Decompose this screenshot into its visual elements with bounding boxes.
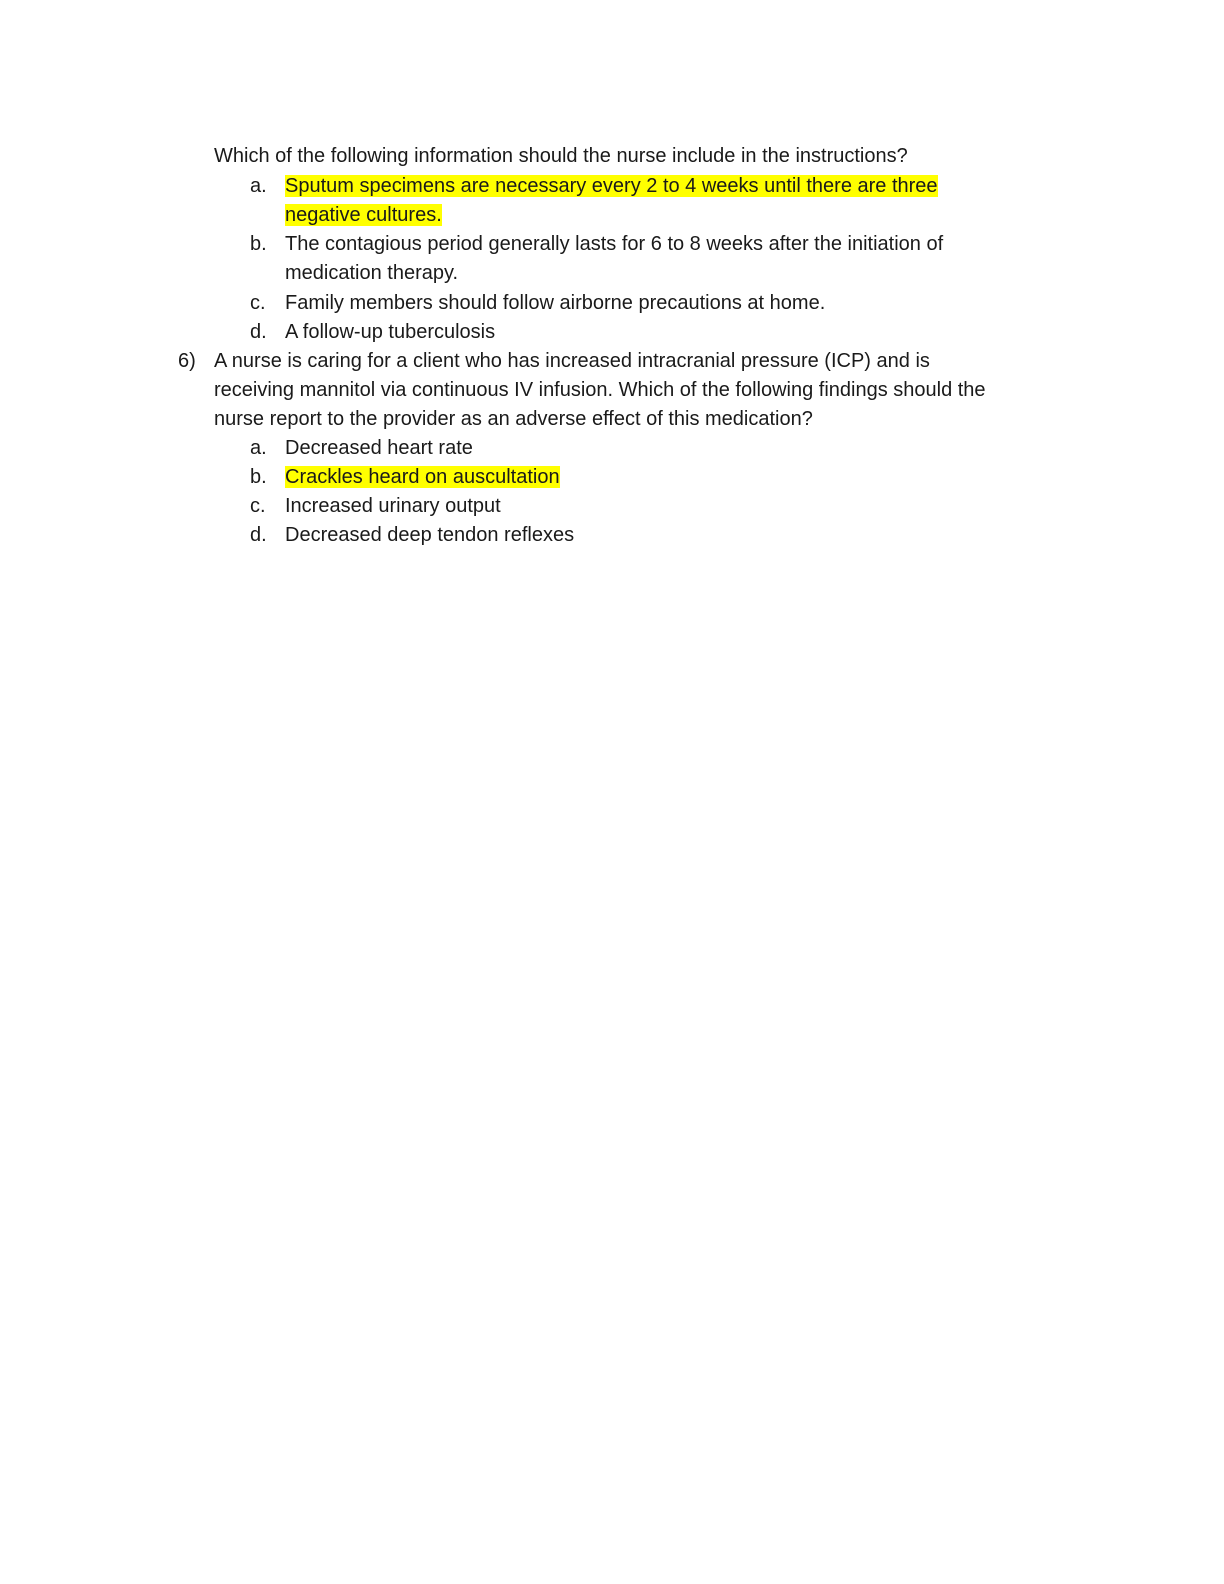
q5-option-b-line2: medication therapy. — [285, 262, 459, 284]
q5-option-d-text: A follow-up tuberculosis — [285, 321, 496, 343]
q6-number: 6) — [178, 350, 196, 372]
q5-option-c-letter: c. — [250, 292, 266, 314]
q6-stem-line2: receiving mannitol via continuous IV infusion. Which of the following findings should the — [214, 379, 986, 401]
q5-option-b-letter: b. — [250, 233, 267, 255]
answer-highlight: Sputum specimens are necessary every 2 to 4 weeks until there are three — [285, 175, 938, 197]
q6-option-a-text: Decreased heart rate — [285, 437, 473, 459]
q5-option-b-line1: The contagious period generally lasts for 6 to 8 weeks after the initiation of — [285, 233, 944, 255]
q5-option-a-line2 — [285, 201, 442, 230]
q6-option-d-text: Decreased deep tendon reflexes — [285, 524, 575, 546]
q6-stem-line1: A nurse is caring for a client who has increased intracranial pressure (ICP) and is — [214, 350, 930, 372]
answer-highlight: Crackles heard on auscultation — [285, 466, 560, 488]
q6-option-b-letter: b. — [250, 466, 267, 488]
q6-option-d-letter: d. — [250, 524, 267, 546]
q6-option-a-letter: a. — [250, 437, 267, 459]
q5-option-a-line1 — [285, 172, 938, 201]
q6-option-c-text: Increased urinary output — [285, 495, 501, 517]
q5-option-d-letter: d. — [250, 321, 267, 343]
q5-option-a-letter: a. — [250, 175, 267, 197]
q5-option-c-text: Family members should follow airborne precautions at home. — [285, 292, 826, 314]
q6-stem-line3: nurse report to the provider as an adverse effect of this medication? — [214, 408, 813, 430]
q6-option-c-letter: c. — [250, 495, 266, 517]
answer-highlight: negative cultures. — [285, 204, 442, 226]
q6-option-b-line — [285, 463, 560, 492]
q5-stem: Which of the following information should the nurse include in the instructions? — [214, 145, 908, 167]
